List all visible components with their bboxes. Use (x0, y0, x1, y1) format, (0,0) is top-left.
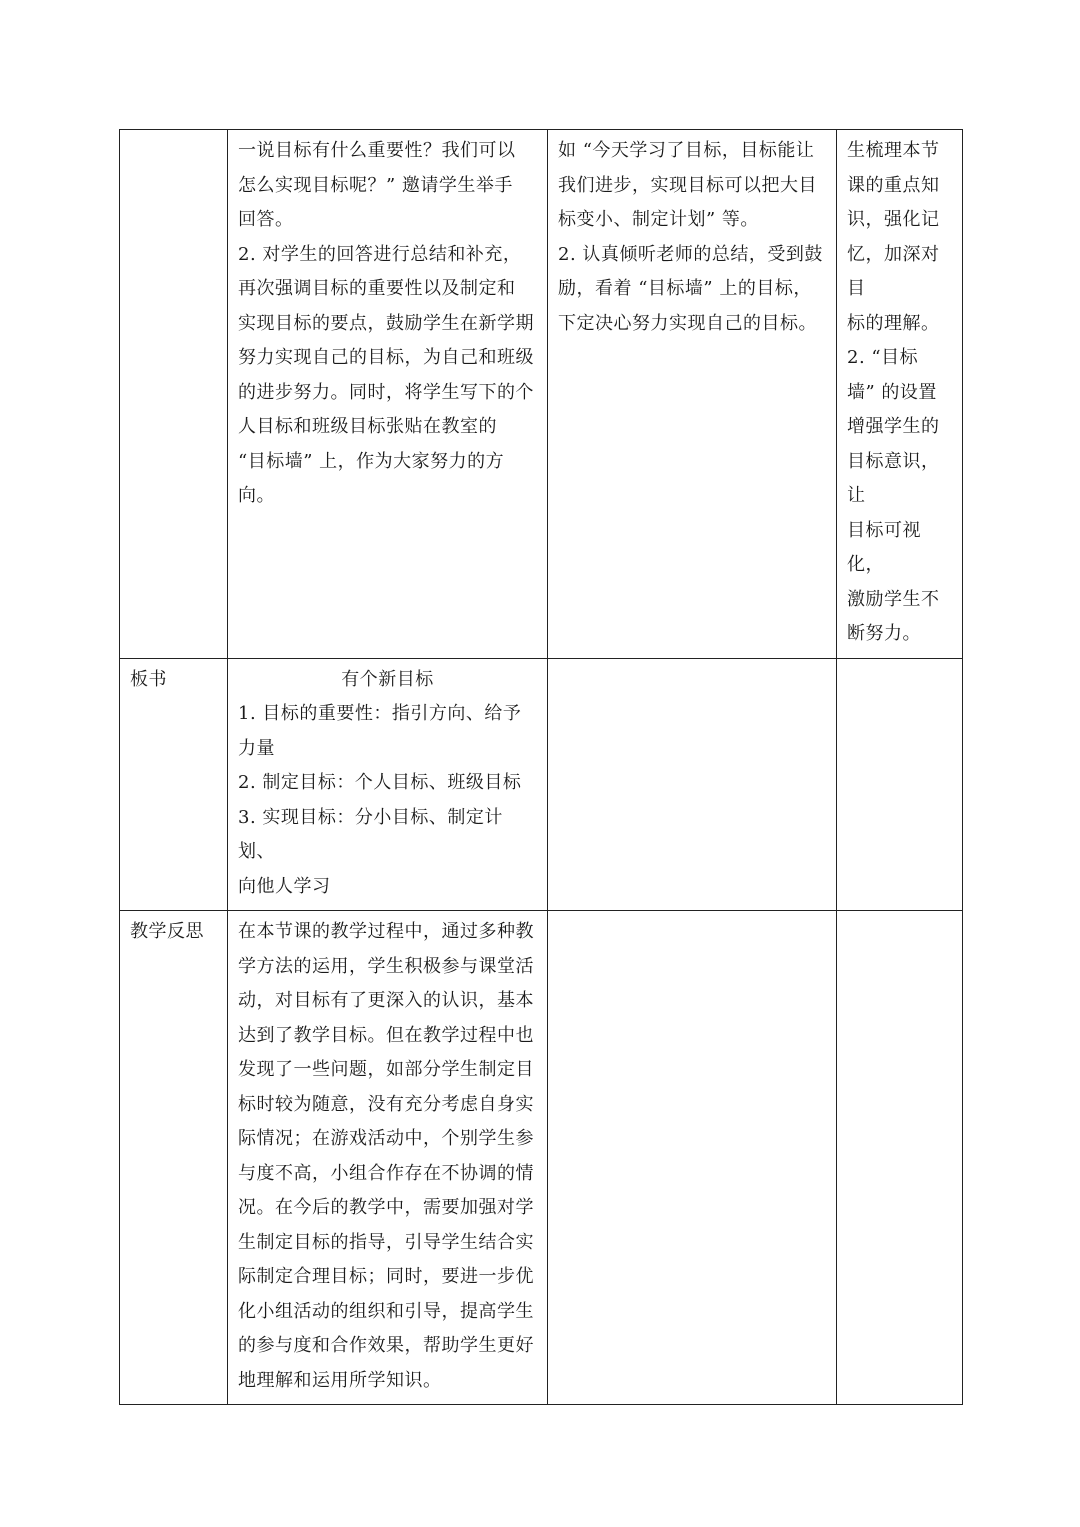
intent-text-line: 断努力。 (847, 623, 921, 644)
blackboard-title: 有个新目标 (341, 668, 434, 690)
blackboard-empty-cell (837, 658, 963, 911)
reflection-line: 达到了教学目标。但在教学过程中也 (238, 1024, 534, 1046)
lesson-plan-table (119, 129, 963, 1405)
student-text-line: 励，看着 “目标墙” 上的目标， (558, 278, 812, 299)
blackboard-label-cell (120, 658, 228, 911)
reflection-line: 际情况；在游戏活动中，个别学生参 (238, 1128, 534, 1149)
student-text-line: 我们进步，实现目标可以把大目 (558, 174, 817, 196)
reflection-empty-cell (837, 911, 963, 1405)
blackboard-line: 2. 制定目标：个人目标、班级目标 (238, 772, 522, 793)
student-text-line: 如 “今天学习了目标，目标能让 (558, 140, 815, 161)
reflection-empty-cell (548, 911, 837, 1405)
intent-text-line: 目标可视化， (847, 519, 921, 575)
design-intent-cell (837, 130, 963, 659)
teacher-text-line: 再次强调目标的重要性以及制定和 (238, 278, 516, 299)
student-text-line: 2. 认真倾听老师的总结，受到鼓 (558, 243, 823, 265)
intent-text-line: 墙” 的设置 (847, 381, 937, 403)
teacher-text-line: 向。 (238, 485, 275, 506)
blackboard-line: 3. 实现目标：分小目标、制定计划、 (238, 806, 503, 862)
reflection-line: 发现了一些问题，如部分学生制定目 (238, 1059, 534, 1080)
reflection-line: 生制定目标的指导，引导学生结合实 (238, 1231, 534, 1253)
intent-text-line: 2. “目标 (847, 347, 919, 368)
process-row (120, 130, 963, 659)
teacher-text-line: 实现目标的要点，鼓励学生在新学期 (238, 312, 534, 334)
reflection-line: 地理解和运用所学知识。 (238, 1369, 442, 1391)
reflection-line: 在本节课的教学过程中，通过多种教 (238, 921, 534, 942)
reflection-row (120, 911, 963, 1405)
teacher-text-line: 一说目标有什么重要性？我们可以 (238, 140, 516, 161)
intent-text-line: 标的理解。 (847, 312, 940, 334)
student-activity-cell (548, 130, 837, 659)
teacher-text-line: 怎么实现目标呢？” 邀请学生举手 (238, 174, 513, 196)
process-label-cell (120, 130, 228, 659)
intent-text-line: 识，强化记 (847, 209, 940, 230)
blackboard-line: 力量 (238, 737, 275, 759)
teacher-text-line: 人目标和班级目标张贴在教室的 (238, 416, 497, 437)
teacher-text-line: 2. 对学生的回答进行总结和补充， (238, 243, 522, 265)
reflection-line: 学方法的运用，学生积极参与课堂活 (238, 955, 534, 977)
teacher-text-line: “目标墙” 上，作为大家努力的方 (238, 450, 505, 472)
row-label: 板书 (130, 668, 167, 690)
blackboard-line: 向他人学习 (238, 875, 331, 897)
reflection-label-cell (120, 911, 228, 1405)
intent-text-line: 生梳理本节 (847, 140, 940, 161)
student-text-line: 标变小、制定计划” 等。 (558, 209, 759, 230)
row-label: 教学反思 (130, 921, 204, 942)
reflection-line: 与度不高，小组合作存在不协调的情 (238, 1162, 534, 1184)
teacher-text-line: 回答。 (238, 209, 294, 230)
reflection-line: 际制定合理目标；同时，要进一步优 (238, 1266, 534, 1287)
reflection-line: 化小组活动的组织和引导，提高学生 (238, 1300, 534, 1322)
intent-text-line: 激励学生不 (847, 588, 940, 610)
student-text-line: 下定决心努力实现自己的目标。 (558, 312, 817, 334)
teacher-text-line: 的进步努力。同时，将学生写下的个 (238, 381, 534, 403)
intent-text-line: 忆，加深对目 (847, 243, 940, 299)
teacher-activity-cell (228, 130, 548, 659)
blackboard-content-cell (228, 658, 548, 911)
intent-text-line: 增强学生的 (847, 416, 940, 437)
teacher-text-line: 努力实现自己的目标，为自己和班级 (238, 347, 534, 368)
blackboard-line: 1. 目标的重要性：指引方向、给予 (238, 703, 522, 724)
reflection-line: 标时较为随意，没有充分考虑自身实 (238, 1093, 534, 1115)
intent-text-line: 课的重点知 (847, 174, 940, 196)
reflection-line: 的参与度和合作效果，帮助学生更好 (238, 1335, 534, 1356)
blackboard-empty-cell (548, 658, 837, 911)
blackboard-row (120, 658, 963, 911)
reflection-line: 况。在今后的教学中，需要加强对学 (238, 1197, 534, 1218)
reflection-line: 动，对目标有了更深入的认识，基本 (238, 990, 534, 1011)
intent-text-line: 目标意识，让 (847, 450, 940, 506)
reflection-content-cell (228, 911, 548, 1405)
